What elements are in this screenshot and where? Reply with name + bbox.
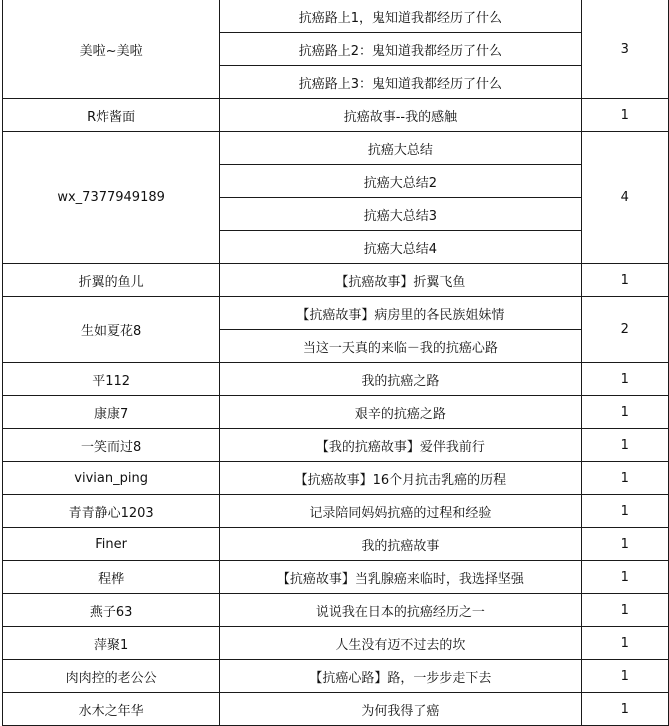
author-cell: 水木之年华 [3,693,220,726]
story-count-cell: 1 [581,462,669,495]
table-row [3,0,669,33]
story-count-cell: 1 [581,693,669,726]
story-count-cell: 1 [581,495,669,528]
story-count-cell: 1 [581,660,669,693]
story-count-cell: 1 [581,561,669,594]
story-title-cell: 抗癌路上1，鬼知道我都经历了什么 [220,0,581,33]
author-cell: 青青静心1203 [3,495,220,528]
author-cell: 程桦 [3,561,220,594]
author-cell: 生如夏花8 [3,297,220,363]
story-title-cell: 当这一天真的来临－我的抗癌心路 [220,330,581,363]
story-count-cell: 4 [581,132,669,264]
author-cell: 肉肉控的老公公 [3,660,220,693]
story-count-cell: 1 [581,99,669,132]
story-title-cell: 抗癌故事--我的感触 [220,99,581,132]
table-row [3,297,669,330]
table-row [3,627,669,660]
author-cell: R炸酱面 [3,99,220,132]
story-count-cell: 1 [581,627,669,660]
story-title-cell: 【抗癌故事】当乳腺癌来临时，我选择坚强 [220,561,581,594]
story-count-cell: 1 [581,594,669,627]
story-title-cell: 【抗癌故事】折翼飞鱼 [220,264,581,297]
story-count-cell: 3 [581,0,669,99]
story-title-cell: 艰辛的抗癌之路 [220,396,581,429]
author-cell: 平112 [3,363,220,396]
table-row [3,660,669,693]
story-title-cell: 抗癌大总结3 [220,198,581,231]
story-count-cell: 1 [581,363,669,396]
story-title-cell: 【抗癌心路】路，一步步走下去 [220,660,581,693]
story-title-cell: 我的抗癌之路 [220,363,581,396]
table-row [3,132,669,165]
table-row [3,462,669,495]
author-cell: Finer [3,528,220,561]
story-count-cell: 1 [581,528,669,561]
author-cell: wx_7377949189 [3,132,220,264]
author-cell: 折翼的鱼儿 [3,264,220,297]
story-title-cell: 说说我在日本的抗癌经历之一 [220,594,581,627]
author-cell: 康康7 [3,396,220,429]
author-cell: 萍聚1 [3,627,220,660]
story-title-cell: 为何我得了癌 [220,693,581,726]
story-title-cell: 抗癌大总结4 [220,231,581,264]
story-title-cell: 人生没有迈不过去的坎 [220,627,581,660]
table-row [3,693,669,726]
table-row [3,396,669,429]
table-row [3,99,669,132]
table-row [3,363,669,396]
author-cell: 一笑而过8 [3,429,220,462]
story-count-cell: 1 [581,429,669,462]
table-row [3,561,669,594]
stories-table-body [3,0,669,726]
story-title-cell: 我的抗癌故事 [220,528,581,561]
story-title-cell: 抗癌大总结 [220,132,581,165]
table-row [3,429,669,462]
story-title-cell: 抗癌路上3：鬼知道我都经历了什么 [220,66,581,99]
story-count-cell: 1 [581,396,669,429]
author-cell: 燕子63 [3,594,220,627]
story-title-cell: 【抗癌故事】16个月抗击乳癌的历程 [220,462,581,495]
table-row [3,264,669,297]
author-cell: vivian_ping [3,462,220,495]
story-title-cell: 记录陪同妈妈抗癌的过程和经验 [220,495,581,528]
author-cell: 美啦~美啦 [3,0,220,99]
story-title-cell: 【抗癌故事】病房里的各民族姐妹情 [220,297,581,330]
table-row [3,594,669,627]
story-title-cell: 【我的抗癌故事】爱伴我前行 [220,429,581,462]
story-count-cell: 2 [581,297,669,363]
story-title-cell: 抗癌路上2：鬼知道我都经历了什么 [220,33,581,66]
story-title-cell: 抗癌大总结2 [220,165,581,198]
table-row [3,495,669,528]
table-row [3,528,669,561]
stories-table [2,0,669,726]
story-count-cell: 1 [581,264,669,297]
